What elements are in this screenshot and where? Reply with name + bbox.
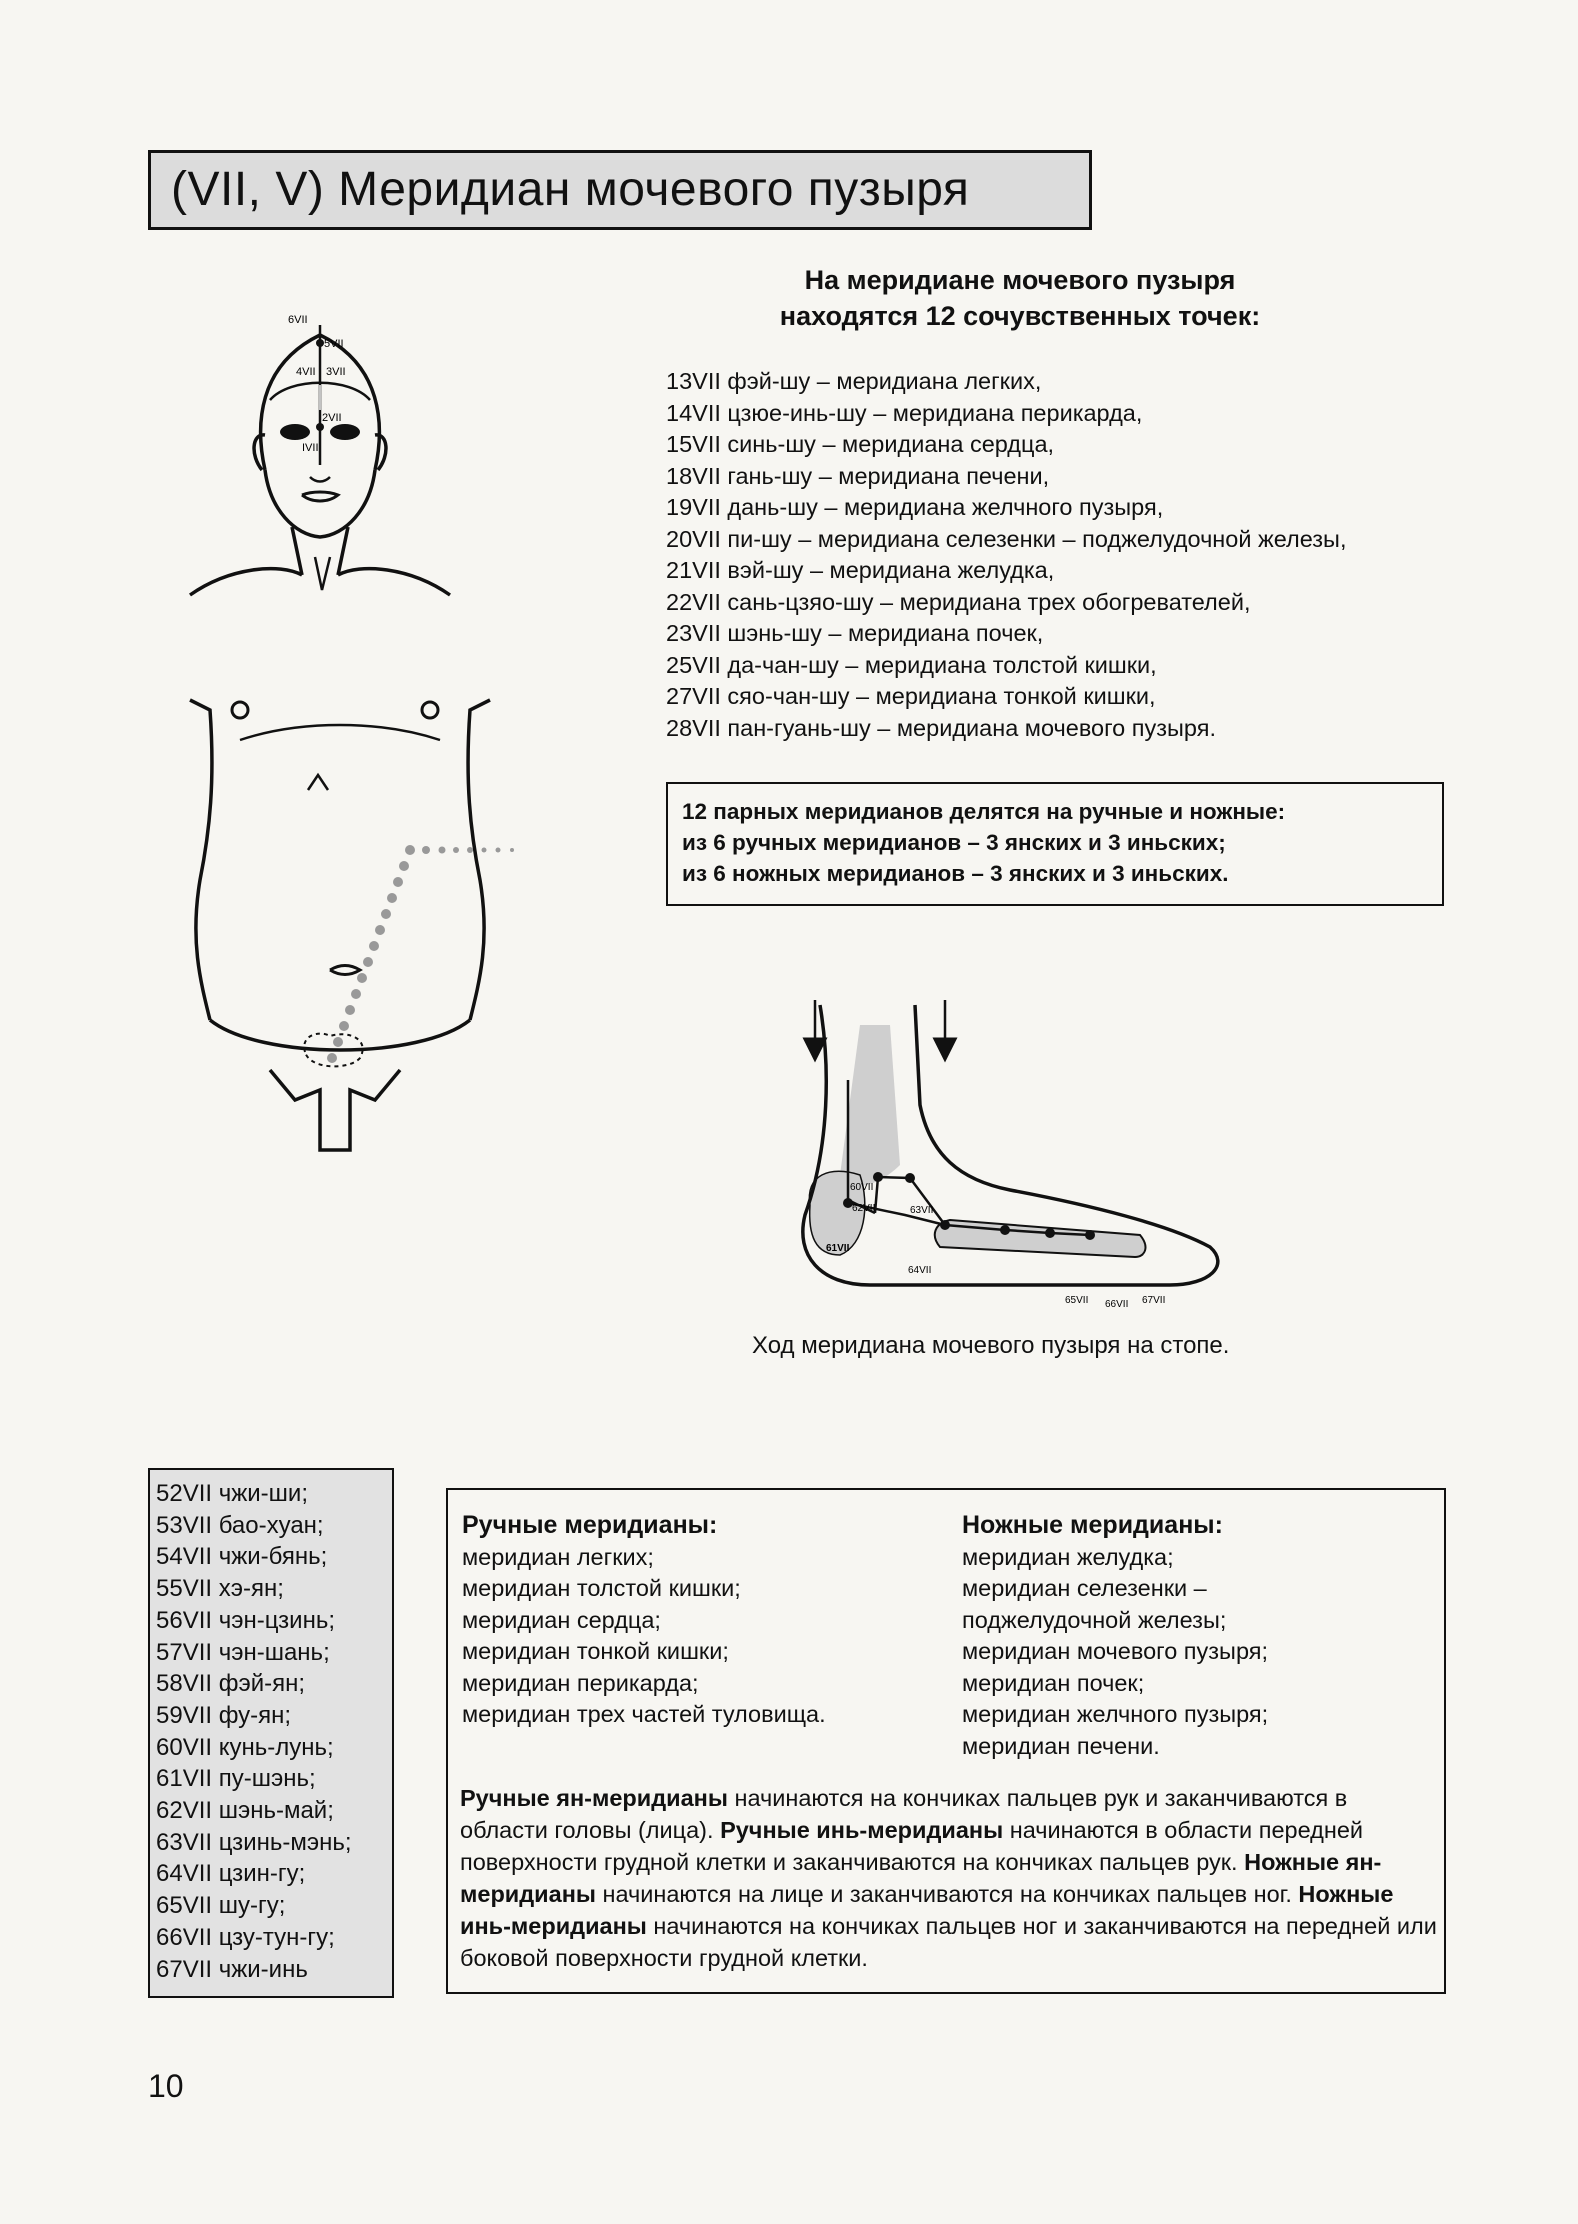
point-item: 28VII пан-гуань-шу – меридиана мочевого пузыря. — [666, 714, 1216, 741]
text-segment: начинаются на кончиках пальцев рук и заканчиваются в области головы (лица). — [460, 1785, 1348, 1843]
list-item: 65VII шу-гу; — [156, 1892, 286, 1920]
text-segment: начинаются на лице и заканчиваются на кончиках пальцев ног. — [595, 1881, 1299, 1907]
list-item: меридиан печени. — [962, 1732, 1160, 1759]
point-item: 23VII шэнь-шу – меридиана почек, — [666, 620, 1044, 646]
list-item: меридиан желчного пузыря; — [962, 1701, 1269, 1727]
foot-label-63: 63VII — [910, 1205, 934, 1216]
term-foot-yin: Ножные инь-меридианы — [460, 1881, 1394, 1939]
list-item: 59VII фу-ян; — [156, 1701, 292, 1729]
intro-line: На меридиане мочевого пузыря — [804, 265, 1236, 295]
term-hand-yin: Ручные инь-меридианы — [720, 1817, 1004, 1843]
list-item: поджелудочной железы; — [962, 1606, 1227, 1633]
foot-label-61: 61VII — [826, 1243, 850, 1254]
list-item: 60VII кунь-лунь; — [156, 1733, 334, 1761]
list-item: 54VII чжи-бянь; — [156, 1543, 328, 1571]
info-line: из 6 ручных меридианов – 3 янских и 3 иньских; — [682, 830, 1226, 855]
list-item: меридиан сердца; — [462, 1606, 661, 1633]
face-label-2: 2VII — [322, 412, 342, 424]
point-item: 14VII цзюе-инь-шу – меридиана перикарда, — [666, 399, 1143, 426]
info-line: 12 парных меридианов делятся на ручные и ножные: — [682, 799, 1286, 824]
foot-label-65: 65VII — [1065, 1295, 1089, 1306]
hand-meridians-column — [462, 1510, 826, 1731]
list-item: 56VII чэн-цзинь; — [156, 1606, 336, 1634]
list-item: 63VII цзинь-мэнь; — [156, 1828, 352, 1856]
face-label-5: 5VII — [324, 338, 344, 350]
sympathetic-points-list — [666, 366, 1466, 744]
point-item: 21VII вэй-шу – меридиана желудка, — [666, 557, 1055, 583]
page-title — [148, 150, 1092, 230]
list-item: меридиан перикарда; — [462, 1669, 699, 1696]
face-label-6: 6VII — [288, 314, 308, 326]
list-item: 67VII чжи-инь — [156, 1955, 308, 1983]
list-item: 52VII чжи-ши; — [156, 1480, 308, 1507]
foot-points-list — [148, 1468, 394, 1998]
point-item: 15VII синь-шу – меридиана сердца, — [666, 431, 1055, 457]
list-item: меридиан желудка; — [962, 1543, 1174, 1570]
point-item: 20VII пи-шу – меридиана селезенки – поджелудочной железы, — [666, 525, 1347, 552]
list-item: 57VII чэн-шань; — [156, 1638, 330, 1666]
list-item: меридиан селезенки – — [962, 1575, 1207, 1601]
list-item: 66VII цзу-тун-гу; — [156, 1923, 335, 1951]
meridian-info-box — [666, 782, 1444, 906]
foot-meridians-heading: Ножные меридианы: — [962, 1511, 1223, 1539]
point-item: 13VII фэй-шу – меридиана легких, — [666, 368, 1042, 394]
foot-caption: Ход меридиана мочевого пузыря на стопе. — [752, 1332, 1230, 1359]
foot-label-62: 62VII — [852, 1203, 876, 1214]
page-title-text: (VII, V) Меридиан мочевого пузыря — [171, 163, 970, 216]
list-item: меридиан толстой кишки; — [462, 1575, 741, 1601]
face-label-1: IVII — [302, 442, 319, 454]
term-foot-yang: Ножные ян-меридианы — [460, 1849, 1382, 1907]
page-number: 10 — [148, 2068, 184, 2104]
point-item: 18VII гань-шу – меридиана печени, — [666, 462, 1050, 489]
hand-meridians-heading: Ручные меридианы: — [462, 1511, 718, 1539]
face-illustration — [170, 305, 470, 605]
intro-line: находятся 12 сочувственных точек: — [779, 301, 1261, 331]
foot-label-66: 66VII — [1105, 1299, 1129, 1310]
face-label-4: 4VII — [296, 366, 316, 378]
list-item: 53VII бао-хуан; — [156, 1511, 324, 1539]
list-item: меридиан трех частей туловища. — [462, 1701, 826, 1727]
meridians-description — [460, 1782, 1440, 1974]
text-segment: начинаются в области передней поверхности грудной клетки и заканчиваются на кончиках пальцев рук. — [460, 1817, 1364, 1875]
list-item: 55VII хэ-ян; — [156, 1575, 284, 1603]
list-item: 61VII пу-шэнь; — [156, 1765, 316, 1793]
list-item: меридиан легких; — [462, 1543, 654, 1570]
list-item: меридиан почек; — [962, 1669, 1145, 1696]
meridians-box — [446, 1488, 1446, 1994]
text-segment: начинаются на кончиках пальцев ног и заканчиваются на передней или боковой поверхности грудной клетки. — [460, 1913, 1437, 1971]
list-item: 62VII шэнь-май; — [156, 1797, 334, 1825]
list-item: меридиан мочевого пузыря; — [962, 1638, 1269, 1664]
term-hand-yang: Ручные ян-меридианы — [460, 1785, 728, 1811]
list-item: 58VII фэй-ян; — [156, 1670, 306, 1698]
torso-illustration — [180, 680, 530, 1160]
point-item: 22VII сань-цзяо-шу – меридиана трех обогревателей, — [666, 588, 1251, 615]
points-intro — [700, 262, 1340, 334]
foot-label-64: 64VII — [908, 1265, 932, 1276]
foot-label-67: 67VII — [1142, 1295, 1166, 1306]
point-item: 27VII сяо-чан-шу – меридиана тонкой кишки, — [666, 683, 1156, 709]
foot-meridians-column — [962, 1510, 1268, 1762]
foot-illustration — [770, 985, 1240, 1315]
list-item: меридиан тонкой кишки; — [462, 1638, 729, 1664]
face-label-3: 3VII — [326, 366, 346, 378]
foot-label-60: 60VII — [850, 1182, 874, 1193]
list-item: 64VII цзин-гу; — [156, 1860, 306, 1888]
point-item: 19VII дань-шу – меридиана желчного пузыря, — [666, 494, 1164, 520]
info-line: из 6 ножных меридианов – 3 янских и 3 иньских. — [682, 861, 1229, 886]
point-item: 25VII да-чан-шу – меридиана толстой кишки, — [666, 651, 1157, 678]
